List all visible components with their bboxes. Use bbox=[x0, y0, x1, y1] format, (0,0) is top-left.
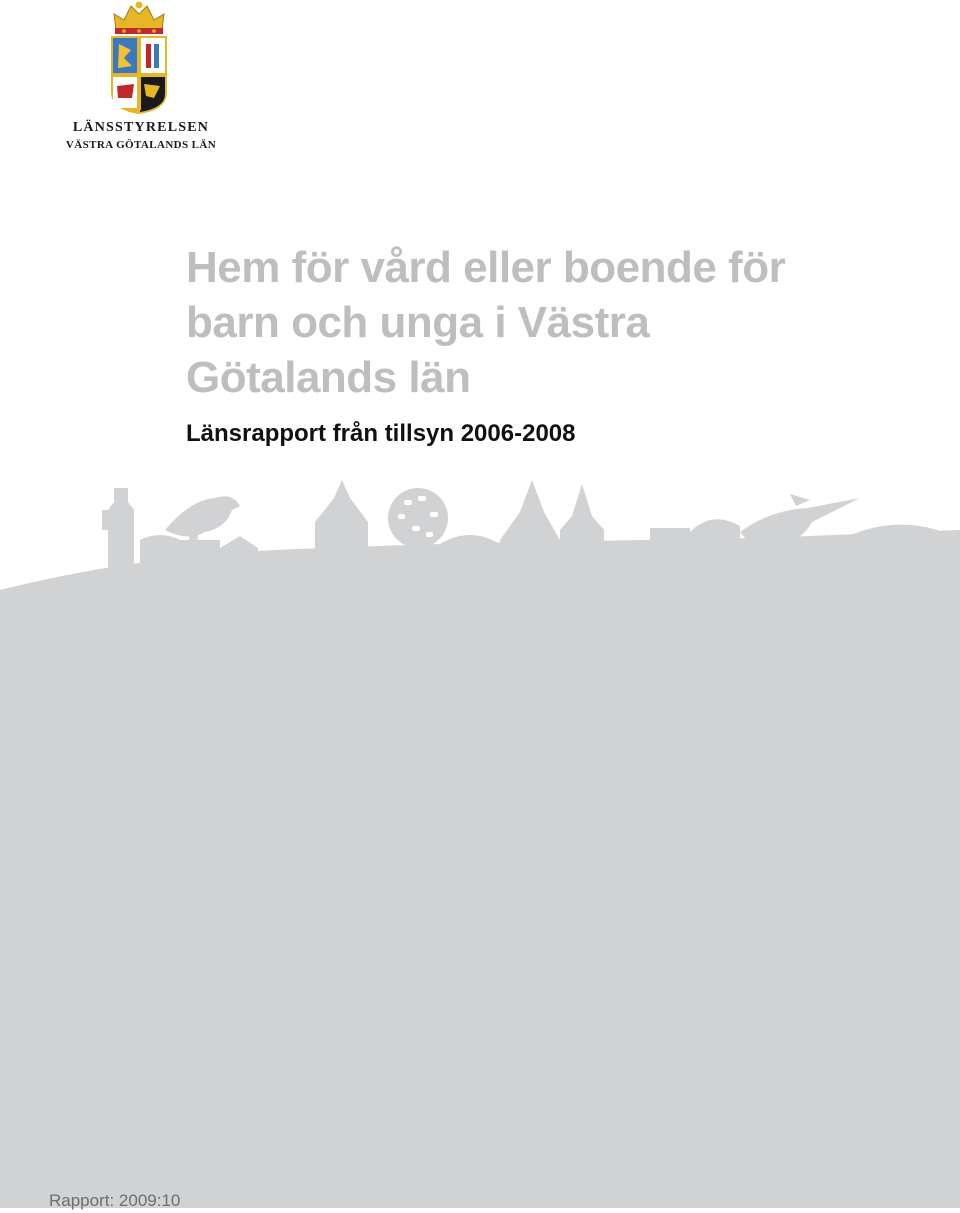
county-coat-of-arms-icon bbox=[104, 0, 174, 120]
town-skyline-silhouette-icon bbox=[0, 470, 960, 1213]
organization-region: VÄSTRA GÖTALANDS LÄN bbox=[65, 139, 217, 151]
title-line: barn och unga i Västra bbox=[186, 298, 650, 347]
title-line: Hem för vård eller boende för bbox=[186, 243, 786, 292]
document-subtitle: Länsrapport från tillsyn 2006-2008 bbox=[186, 420, 576, 447]
document-title bbox=[186, 240, 886, 405]
title-line: Götalands län bbox=[186, 353, 471, 402]
organization-name: LÄNSSTYRELSEN bbox=[72, 120, 210, 135]
report-number: Rapport: 2009:10 bbox=[49, 1191, 181, 1210]
